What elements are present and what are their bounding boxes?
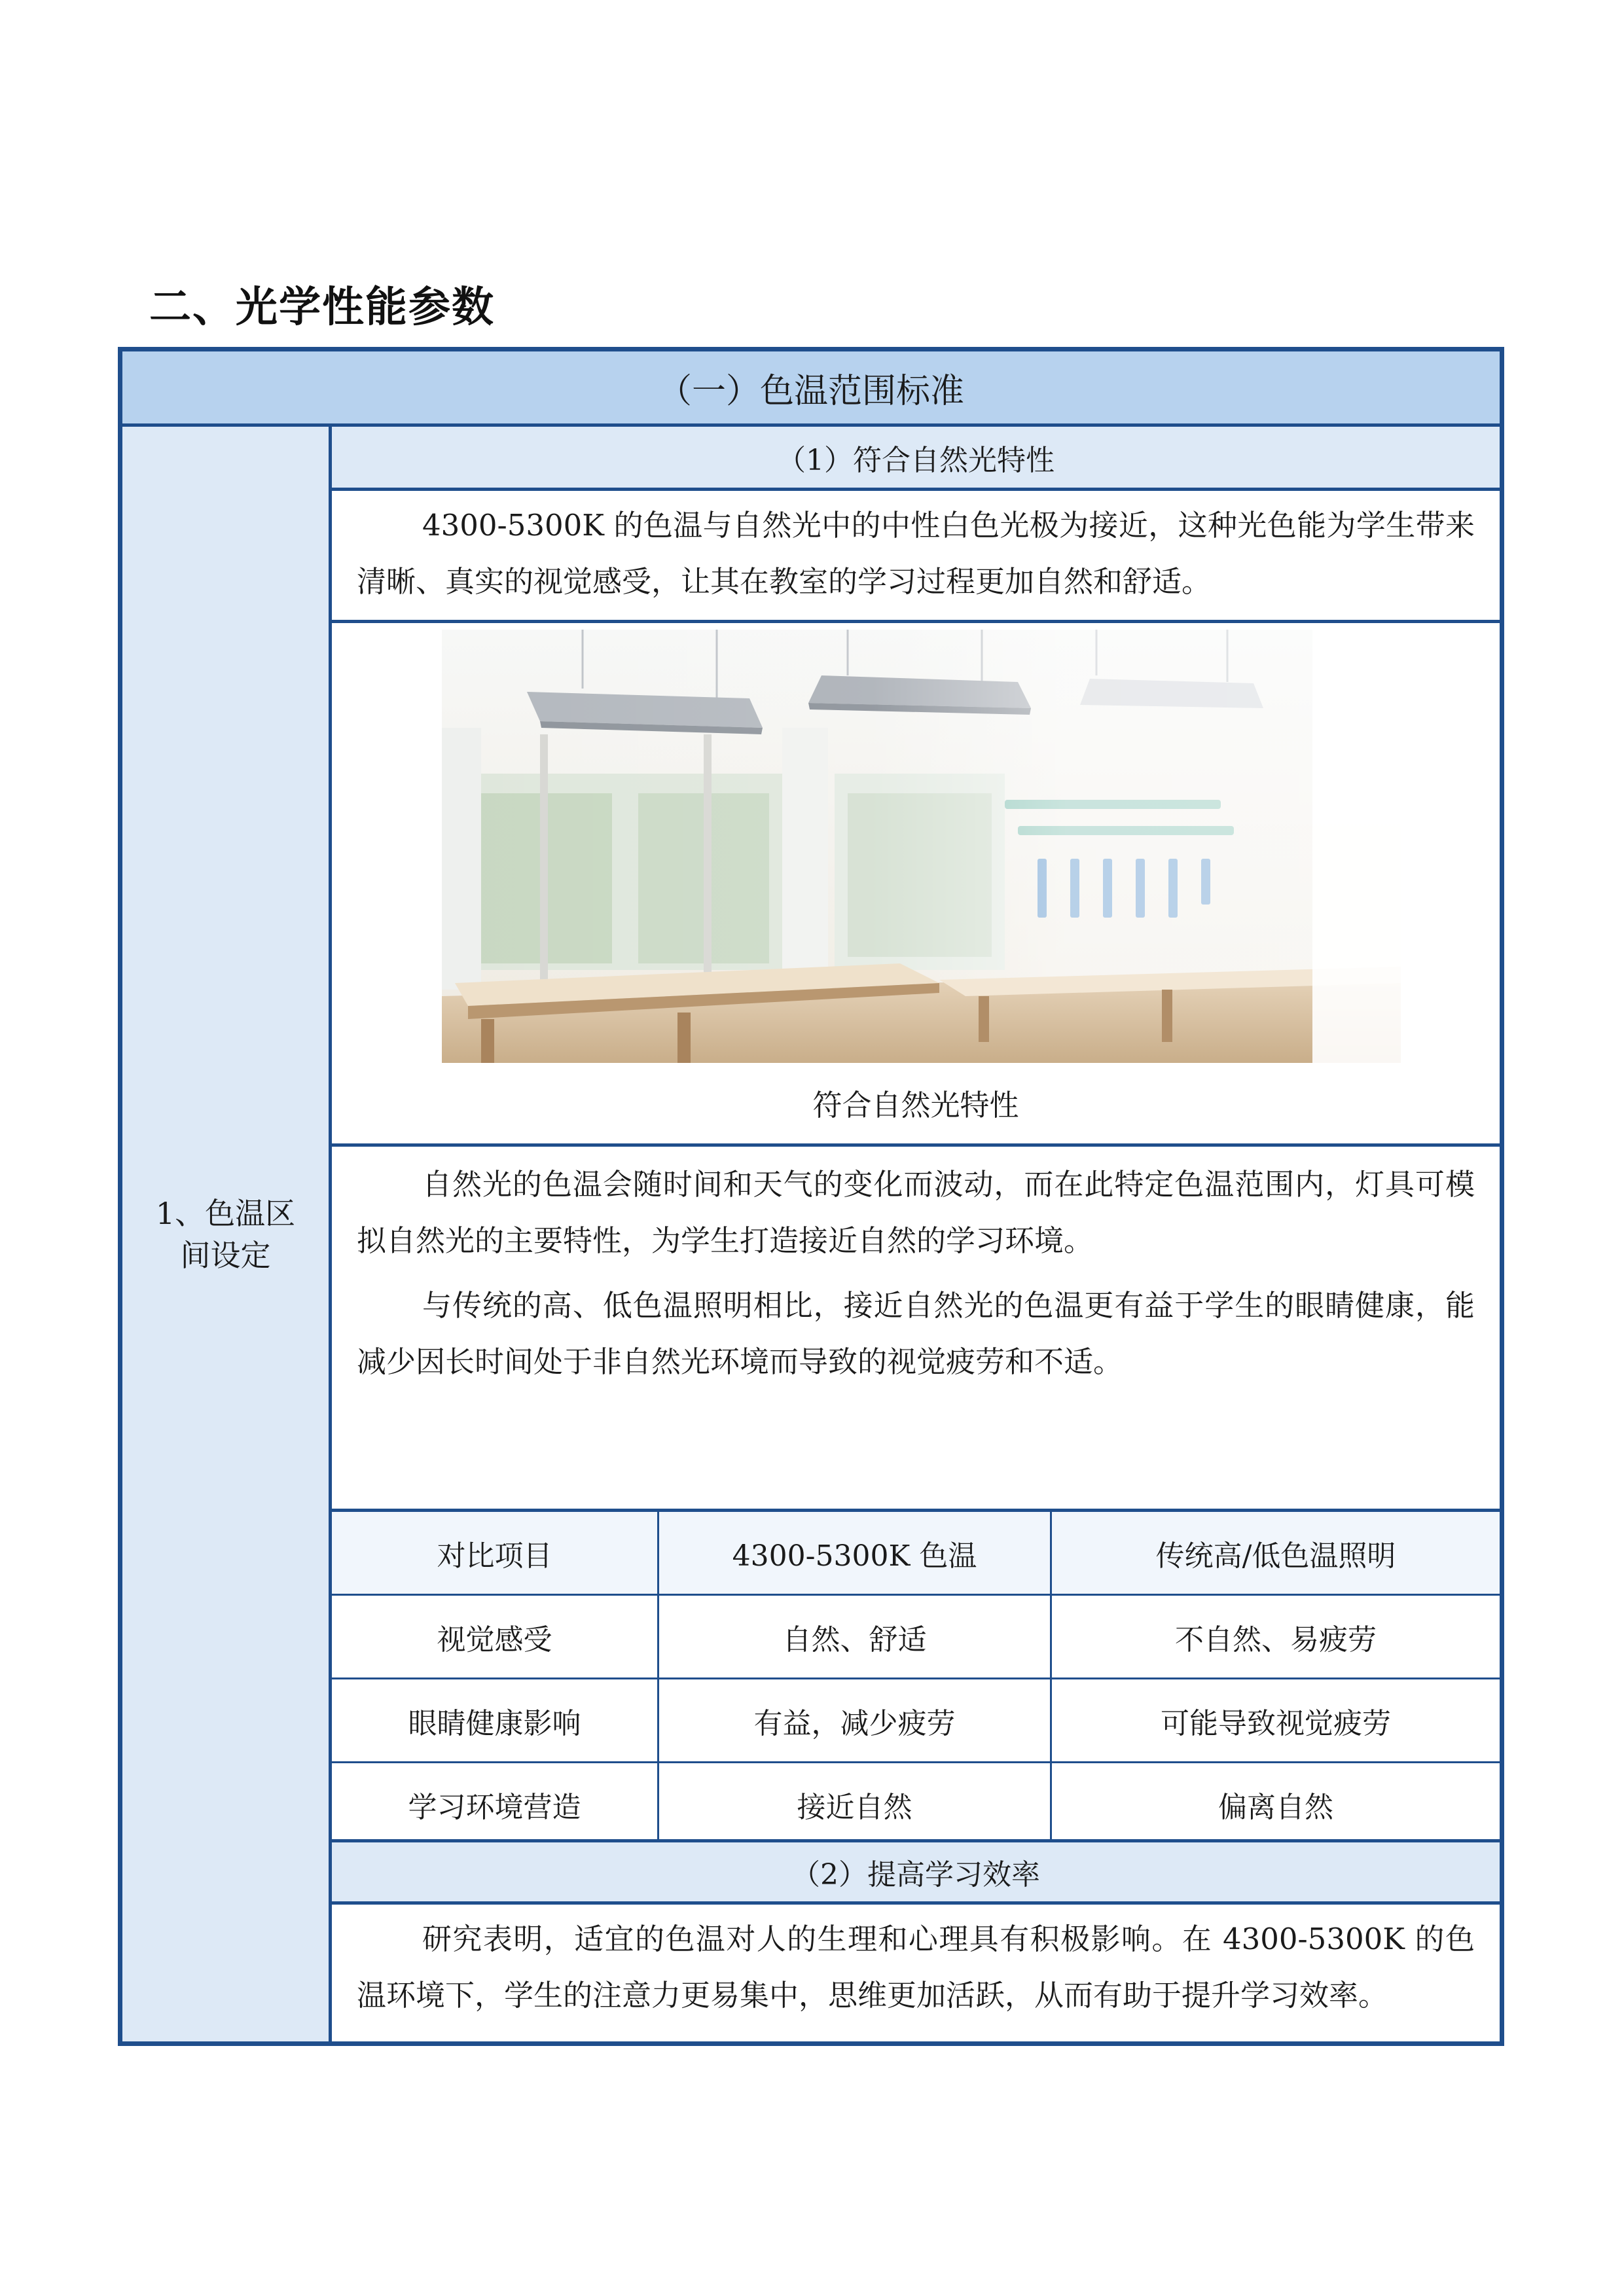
subheader-natural-light: （1）符合自然光特性: [332, 427, 1500, 491]
divider: [332, 1143, 1500, 1147]
table-cell: 眼睛健康影响: [332, 1679, 659, 1761]
left-label-cell: [122, 427, 332, 2041]
comparison-header-row: [332, 1512, 1500, 1594]
comparison-header-cell: 传统高/低色温照明: [1155, 1539, 1396, 1573]
classroom-desks: [442, 963, 1401, 1063]
paragraph-learning-efficiency: 研究表明，适宜的色温对人的生理和心理具有积极影响。在 4300-5300K 的色温环境下，学生的注意力更易集中，思维更加活跃，从而有助于提升学习效率。: [357, 1922, 1475, 2013]
table-cell: 接近自然: [659, 1763, 1052, 1845]
table-cell: 可能导致视觉疲劳: [1161, 1706, 1391, 1740]
table-cell: 偏离自然: [1218, 1790, 1333, 1824]
table-cell: 学习环境营造: [332, 1763, 659, 1845]
image-caption: 符合自然光特性: [812, 1088, 1019, 1122]
paragraph-eye-health: 与传统的高、低色温照明相比，接近自然光的色温更有益于学生的眼睛健康，能减少因长时间处于非自然光环境而导致的视觉疲劳和不适。: [357, 1288, 1475, 1379]
table-row: [332, 1679, 1500, 1761]
table-cell: 不自然、易疲劳: [1175, 1623, 1377, 1657]
paragraph-natural-variation: 自然光的色温会随时间和天气的变化而波动，而在此特定色温范围内，灯具可模拟自然光的主要特性，为学生打造接近自然的学习环境。: [357, 1167, 1475, 1258]
color-temperature-table: [118, 347, 1504, 2046]
comparison-header-cell: 4300-5300K 色温: [659, 1512, 1052, 1594]
left-label: 1、色温区间设定: [155, 1195, 296, 1273]
comparison-table: [332, 1512, 1500, 1839]
subheader-learning-efficiency: （2）提高学习效率: [332, 1842, 1500, 1905]
table-row: [332, 1763, 1500, 1845]
table-main-header: （一）色温范围标准: [122, 351, 1500, 427]
table-cell: 视觉感受: [332, 1596, 659, 1677]
table-cell: 有益，减少疲劳: [659, 1679, 1052, 1761]
paragraph-natural-light: 4300-5300K 的色温与自然光中的中性白色光极为接近，这种光色能为学生带来清晰、真实的视觉感受，让其在教室的学习过程更加自然和舒适。: [357, 508, 1475, 599]
table-row: [332, 1596, 1500, 1677]
section-heading: 二、光学性能参数: [149, 283, 495, 332]
comparison-header-cell: 对比项目: [332, 1512, 659, 1594]
classroom-lighting-photo: [442, 630, 1401, 1063]
table-cell: 自然、舒适: [659, 1596, 1052, 1677]
divider: [332, 620, 1500, 623]
content-area: [332, 427, 1500, 2041]
